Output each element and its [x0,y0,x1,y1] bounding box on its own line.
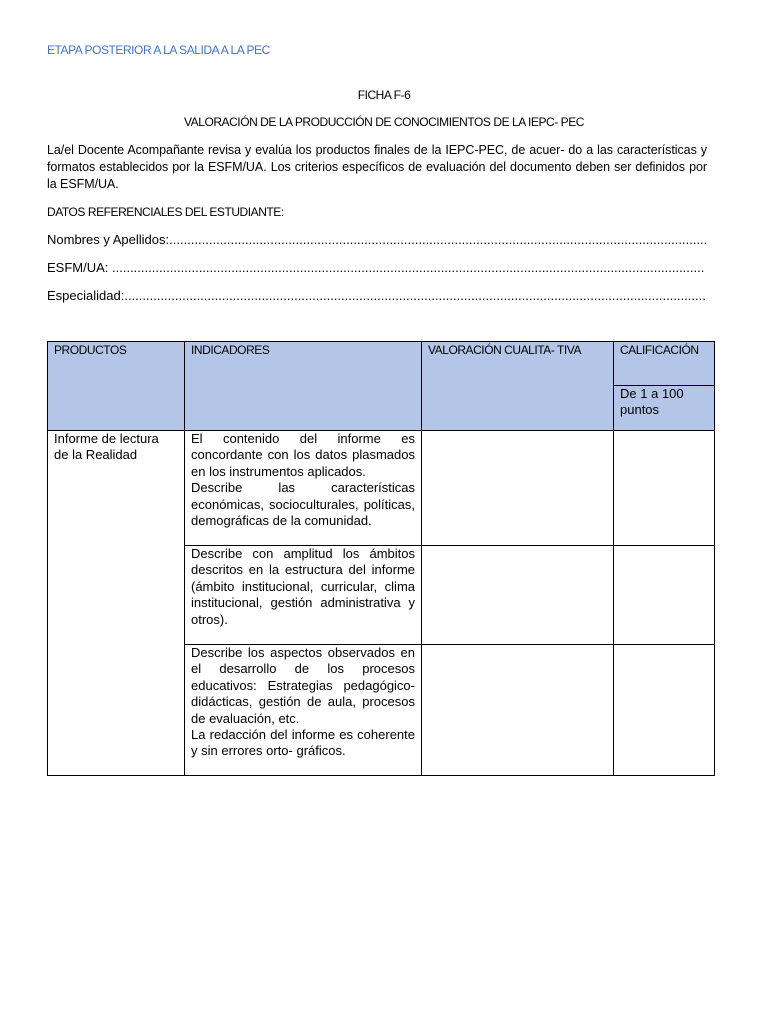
indicator-text: Describe las características económicas, socioculturales, políticas, demográficas de la comunidad. [191,480,415,529]
field-label: Especialidad: [47,288,125,303]
evaluation-table [47,341,715,776]
indicator-text: Describe los aspectos observados en el desarrollo de los procesos educativos: Estrategias pedagógico-didácticas, gestión de aula, procesos de evaluación, etc. [191,645,415,726]
student-data-heading: DATOS REFERENCIALES DEL ESTUDIANTE: [47,205,284,219]
score-cell [614,546,715,645]
dotted-leader [124,287,707,304]
indicator-text: El contenido del informe es concordante con los datos plasmados en los instrumentos aplicados. [191,431,415,479]
field-label: ESFM/UA: [47,260,113,275]
qualitative-assessment-cell [422,645,614,776]
field-label: Nombres y Apellidos: [47,232,170,247]
column-header-score: CALIFICACIÓN [614,342,715,386]
indicator-cell [185,645,422,776]
form-code: FICHA F-6 [357,88,411,102]
table-header-row [48,342,715,386]
form-title: VALORACIÓN DE LA PRODUCCIÓN DE CONOCIMIENTOS DE LA IEPC- PEC [184,115,584,129]
score-cell [614,645,715,776]
indicator-cell [185,431,422,546]
instructions-paragraph: La/el Docente Acompañante revisa y evalúa los productos finales de la IEPC-PEC, de acuer- do a las características y formatos establecidos por la ESFM/UA. Los criterios específicos de evaluación del documento deben ser definidos por la ESFM/UA. [47,143,707,191]
qualitative-assessment-cell [422,546,614,645]
field-esfm-ua [47,259,705,276]
table-row [48,431,715,546]
score-range-label: De 1 a 100 puntos [614,386,715,431]
column-header-products: PRODUCTOS [48,342,185,431]
indicator-cell [185,546,422,645]
dotted-leader [112,259,705,276]
qualitative-assessment-cell [422,431,614,546]
column-header-qualitative: VALORACIÓN CUALITA- TIVA [422,342,614,431]
indicator-text: Describe con amplitud los ámbitos descritos en la estructura del informe (ámbito institucional, curricular, clima institucional, gestión administrativa y otros). [191,546,415,627]
stage-title: ETAPA POSTERIOR A LA SALIDA A LA PEC [47,43,270,57]
indicator-text: La redacción del informe es coherente y sin errores orto- gráficos. [191,727,415,759]
field-student-names [47,231,707,248]
dotted-leader [169,231,707,248]
field-specialty [47,287,707,304]
score-cell [614,431,715,546]
product-cell: Informe de lectura de la Realidad [48,431,185,776]
column-header-indicators: INDICADORES [185,342,422,431]
